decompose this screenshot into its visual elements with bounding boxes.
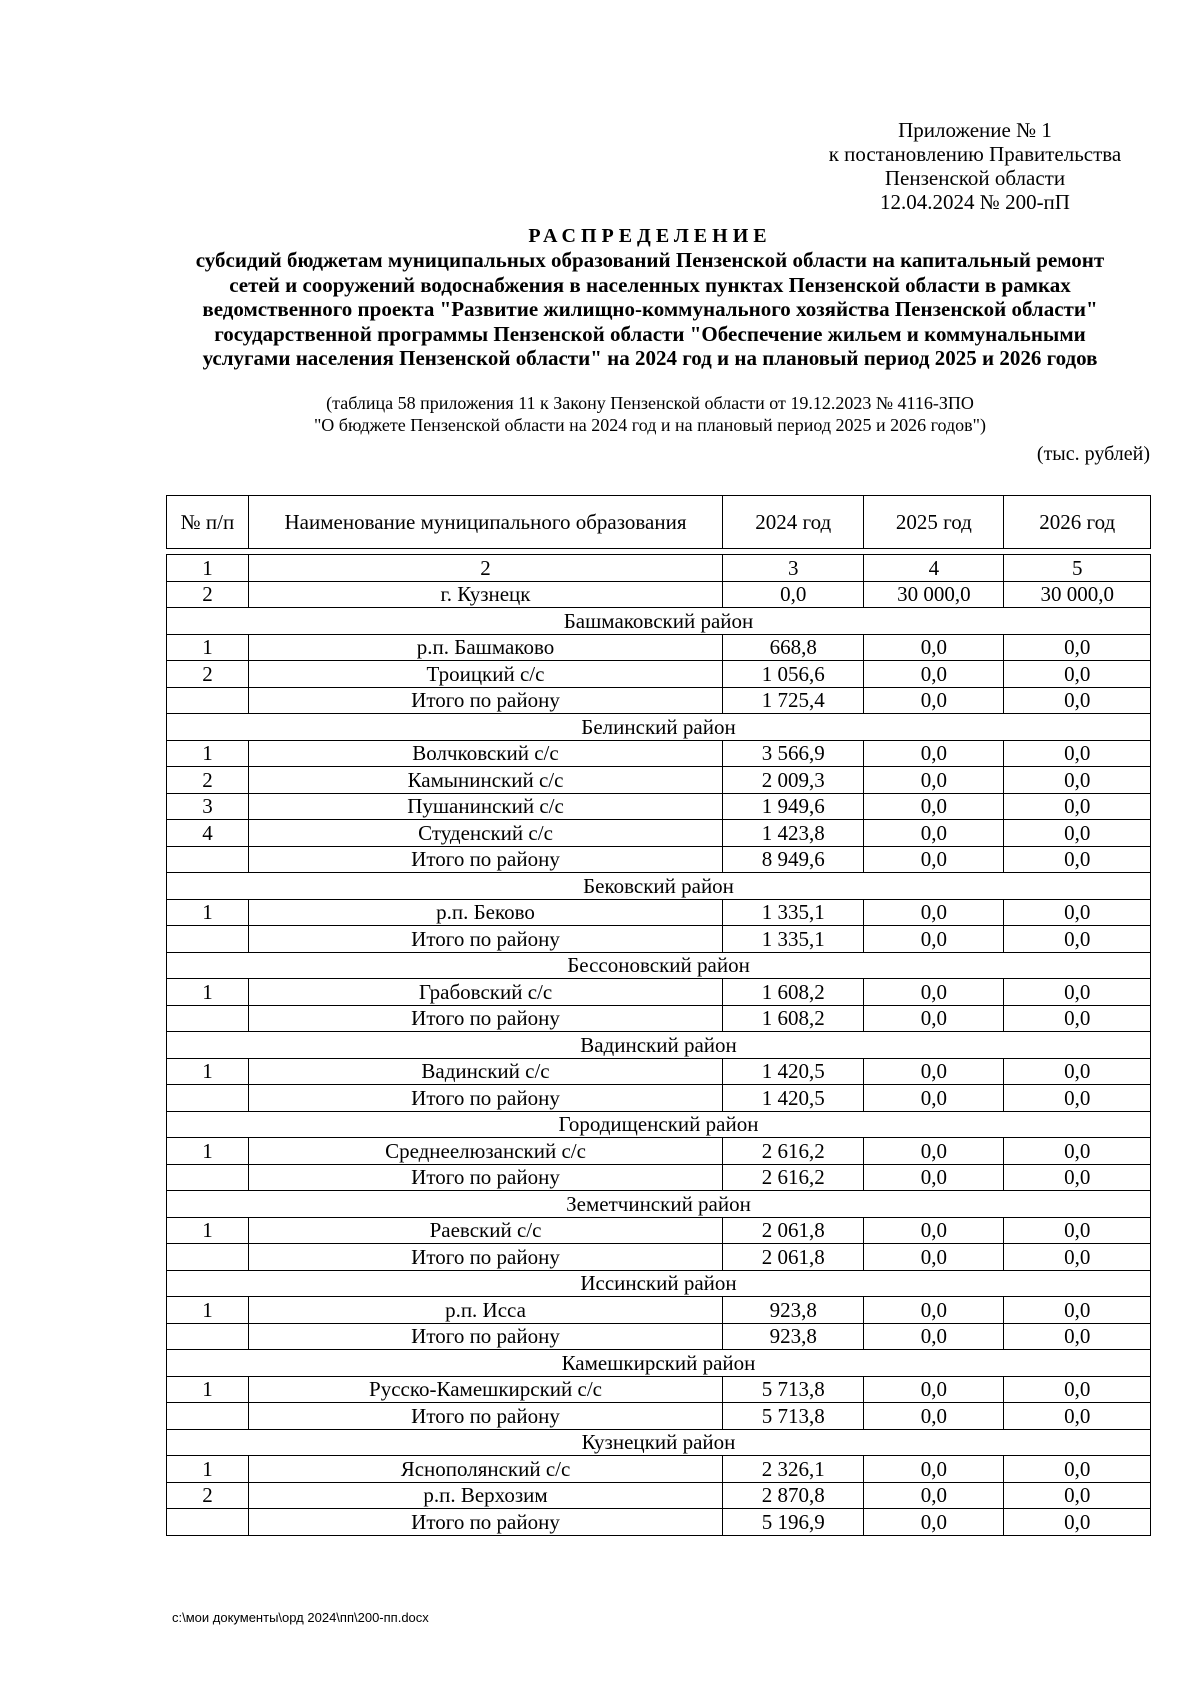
municipality-name: Итого по району	[248, 1005, 722, 1032]
table-row	[167, 979, 1151, 1006]
district-header-row	[167, 714, 1151, 741]
municipality-name: Камынинский с/с	[248, 767, 722, 794]
district-header-row	[167, 1191, 1151, 1218]
municipality-name: Итого по району	[248, 1403, 722, 1430]
district-total-row	[167, 846, 1151, 873]
title-heading: РАСПРЕДЕЛЕНИЕ	[528, 225, 772, 247]
amount-2024: 2 616,2	[723, 1164, 864, 1191]
amount-2026: 0,0	[1004, 1509, 1151, 1536]
municipality-name: Итого по району	[248, 1323, 722, 1350]
municipality-name: р.п. Исса	[248, 1297, 722, 1324]
amount-2024: 2 326,1	[723, 1456, 864, 1483]
amount-2024: 1 608,2	[723, 1005, 864, 1032]
amount-2024: 2 616,2	[723, 1138, 864, 1165]
row-number: 2	[167, 661, 249, 688]
amount-2026: 0,0	[1004, 687, 1151, 714]
district-total-row	[167, 1164, 1151, 1191]
municipality-name: Русско-Камешкирский с/с	[248, 1376, 722, 1403]
amount-2026: 0,0	[1004, 820, 1151, 847]
amount-2025: 0,0	[864, 793, 1004, 820]
amount-2026: 0,0	[1004, 1456, 1151, 1483]
amount-2025: 0,0	[864, 1164, 1004, 1191]
municipality-name: Студенский с/с	[248, 820, 722, 847]
district-name: Башмаковский район	[167, 608, 1151, 635]
district-header-row	[167, 1270, 1151, 1297]
district-name: Вадинский район	[167, 1032, 1151, 1059]
source-line-2: "О бюджете Пензенской области на 2024 год и на плановый период 2025 и 2026 годов")	[313, 415, 987, 435]
table-row	[167, 1297, 1151, 1324]
amount-2025: 0,0	[864, 687, 1004, 714]
row-number	[167, 926, 249, 953]
amount-2026: 0,0	[1004, 1482, 1151, 1509]
district-total-row	[167, 1005, 1151, 1032]
district-name: Кузнецкий район	[167, 1429, 1151, 1456]
table-row	[167, 661, 1151, 688]
title-line: субсидий бюджетам муниципальных образований Пензенской области на капитальный ремонт	[195, 248, 1105, 272]
municipality-name: г. Кузнецк	[248, 581, 722, 608]
row-number: 4	[167, 820, 249, 847]
amount-2025: 0,0	[864, 1138, 1004, 1165]
row-number: 1	[167, 740, 249, 767]
amount-2025: 30 000,0	[864, 581, 1004, 608]
municipality-name: р.п. Верхозим	[248, 1482, 722, 1509]
amount-2025: 0,0	[864, 1058, 1004, 1085]
amount-2025: 0,0	[864, 820, 1004, 847]
units-label: (тыс. рублей)	[1036, 443, 1150, 465]
amount-2025: 0,0	[864, 661, 1004, 688]
row-number: 1	[167, 1456, 249, 1483]
row-number	[167, 687, 249, 714]
amount-2025: 0,0	[864, 1005, 1004, 1032]
distribution-table	[166, 495, 1151, 1536]
amount-2025: 0,0	[864, 1085, 1004, 1112]
amount-2025: 0,0	[864, 846, 1004, 873]
header-2026: 2026 год	[1004, 496, 1151, 549]
amount-2024: 668,8	[723, 634, 864, 661]
amount-2025: 0,0	[864, 1482, 1004, 1509]
amount-2026: 0,0	[1004, 1164, 1151, 1191]
amount-2024: 2 061,8	[723, 1244, 864, 1271]
district-total-row	[167, 1323, 1151, 1350]
table-row	[167, 1058, 1151, 1085]
table-row	[167, 740, 1151, 767]
amount-2026: 0,0	[1004, 661, 1151, 688]
row-number: 2	[167, 767, 249, 794]
amount-2026: 0,0	[1004, 793, 1151, 820]
municipality-name: Пушанинский с/с	[248, 793, 722, 820]
title-line: ведомственного проекта "Развитие жилищно-коммунального хозяйства Пензенской области"	[202, 297, 1098, 321]
amount-2026: 0,0	[1004, 767, 1151, 794]
amount-2026: 0,0	[1004, 846, 1151, 873]
title-line: услугами населения Пензенской области" на 2024 год и на плановый период 2025 и 2026 годов	[202, 346, 1098, 370]
title-line: государственной программы Пензенской области "Обеспечение жильем и коммунальными	[214, 321, 1086, 346]
amount-2026: 0,0	[1004, 926, 1151, 953]
header-name: Наименование муниципального образования	[248, 496, 722, 549]
row-number	[167, 1403, 249, 1430]
amount-2024: 5 196,9	[723, 1509, 864, 1536]
district-total-row	[167, 1509, 1151, 1536]
district-name: Городищенский район	[167, 1111, 1151, 1138]
amount-2024: 1 725,4	[723, 687, 864, 714]
amount-2025: 0,0	[864, 740, 1004, 767]
amount-2026: 0,0	[1004, 899, 1151, 926]
amount-2026: 0,0	[1004, 1217, 1151, 1244]
amount-2026: 0,0	[1004, 979, 1151, 1006]
row-number: 1	[167, 979, 249, 1006]
amount-2026: 0,0	[1004, 1138, 1151, 1165]
district-total-row	[167, 1244, 1151, 1271]
district-total-row	[167, 926, 1151, 953]
district-header-row	[167, 1350, 1151, 1377]
amount-2026: 0,0	[1004, 1058, 1151, 1085]
appendix-region: Пензенской области	[884, 166, 1066, 190]
municipality-name: р.п. Башмаково	[248, 634, 722, 661]
table-row	[167, 1217, 1151, 1244]
amount-2025: 0,0	[864, 1217, 1004, 1244]
amount-2024: 1 420,5	[723, 1085, 864, 1112]
appendix-block	[810, 118, 1140, 214]
column-number: 4	[864, 555, 1004, 582]
row-number: 1	[167, 899, 249, 926]
row-number	[167, 1164, 249, 1191]
district-name: Белинский район	[167, 714, 1151, 741]
district-header-row	[167, 873, 1151, 900]
municipality-name: Итого по району	[248, 926, 722, 953]
column-number: 1	[167, 555, 249, 582]
municipality-name: Грабовский с/с	[248, 979, 722, 1006]
district-header-row	[167, 952, 1151, 979]
row-number	[167, 1005, 249, 1032]
municipality-name: Вадинский с/с	[248, 1058, 722, 1085]
source-reference	[150, 392, 1150, 436]
amount-2024: 1 423,8	[723, 820, 864, 847]
district-name: Земетчинский район	[167, 1191, 1151, 1218]
amount-2024: 5 713,8	[723, 1403, 864, 1430]
municipality-name: Итого по району	[248, 1509, 722, 1536]
municipality-name: Среднеелюзанский с/с	[248, 1138, 722, 1165]
amount-2024: 1 335,1	[723, 926, 864, 953]
column-number: 3	[723, 555, 864, 582]
municipality-name: Итого по району	[248, 846, 722, 873]
amount-2024: 2 870,8	[723, 1482, 864, 1509]
row-number: 1	[167, 1217, 249, 1244]
amount-2024: 2 009,3	[723, 767, 864, 794]
row-number	[167, 846, 249, 873]
district-name: Бековский район	[167, 873, 1151, 900]
column-number-row	[167, 555, 1151, 582]
district-name: Бессоновский район	[167, 952, 1151, 979]
amount-2025: 0,0	[864, 1244, 1004, 1271]
table-row	[167, 1376, 1151, 1403]
amount-2025: 0,0	[864, 1509, 1004, 1536]
amount-2024: 1 608,2	[723, 979, 864, 1006]
table-row	[167, 1138, 1151, 1165]
table-row	[167, 820, 1151, 847]
amount-2024: 1 056,6	[723, 661, 864, 688]
appendix-number: Приложение № 1	[898, 118, 1052, 142]
amount-2024: 1 949,6	[723, 793, 864, 820]
amount-2026: 0,0	[1004, 1297, 1151, 1324]
district-total-row	[167, 1085, 1151, 1112]
row-number	[167, 1509, 249, 1536]
amount-2025: 0,0	[864, 926, 1004, 953]
amount-2024: 923,8	[723, 1297, 864, 1324]
amount-2026: 0,0	[1004, 1005, 1151, 1032]
amount-2024: 923,8	[723, 1323, 864, 1350]
amount-2024: 0,0	[723, 581, 864, 608]
table-row	[167, 1482, 1151, 1509]
district-header-row	[167, 1111, 1151, 1138]
source-line-1: (таблица 58 приложения 11 к Закону Пензенской области от 19.12.2023 № 4116-ЗПО	[326, 393, 974, 413]
municipality-name: Итого по району	[248, 687, 722, 714]
amount-2026: 0,0	[1004, 740, 1151, 767]
row-number: 1	[167, 1297, 249, 1324]
row-number: 1	[167, 634, 249, 661]
row-number: 2	[167, 1482, 249, 1509]
table-row	[167, 1456, 1151, 1483]
header-2025: 2025 год	[864, 496, 1004, 549]
amount-2024: 5 713,8	[723, 1376, 864, 1403]
amount-2026: 0,0	[1004, 1376, 1151, 1403]
district-header-row	[167, 608, 1151, 635]
municipality-name: Итого по району	[248, 1085, 722, 1112]
row-number	[167, 1085, 249, 1112]
municipality-name: Итого по району	[248, 1164, 722, 1191]
amount-2025: 0,0	[864, 1376, 1004, 1403]
column-number: 5	[1004, 555, 1151, 582]
document-title	[150, 224, 1150, 371]
amount-2024: 1 420,5	[723, 1058, 864, 1085]
header-number: № п/п	[167, 496, 249, 549]
title-line: сетей и сооружений водоснабжения в населенных пунктах Пензенской области в рамках	[229, 272, 1071, 297]
amount-2025: 0,0	[864, 979, 1004, 1006]
municipality-name: Волчковский с/с	[248, 740, 722, 767]
municipality-name: Троицкий с/с	[248, 661, 722, 688]
amount-2025: 0,0	[864, 767, 1004, 794]
table-row	[167, 767, 1151, 794]
amount-2024: 1 335,1	[723, 899, 864, 926]
amount-2024: 8 949,6	[723, 846, 864, 873]
amount-2026: 0,0	[1004, 1085, 1151, 1112]
municipality-name: Итого по району	[248, 1244, 722, 1271]
header-2024: 2024 год	[723, 496, 864, 549]
municipality-name: Раевский с/с	[248, 1217, 722, 1244]
table-row	[167, 634, 1151, 661]
amount-2026: 30 000,0	[1004, 581, 1151, 608]
amount-2024: 2 061,8	[723, 1217, 864, 1244]
amount-2026: 0,0	[1004, 1403, 1151, 1430]
table-row	[167, 899, 1151, 926]
district-total-row	[167, 687, 1151, 714]
table-row	[167, 793, 1151, 820]
table-header-row	[167, 496, 1151, 549]
column-number: 2	[248, 555, 722, 582]
district-name: Камешкирский район	[167, 1350, 1151, 1377]
amount-2024: 3 566,9	[723, 740, 864, 767]
amount-2025: 0,0	[864, 1323, 1004, 1350]
row-number: 3	[167, 793, 249, 820]
row-number	[167, 1244, 249, 1271]
amount-2025: 0,0	[864, 1297, 1004, 1324]
district-header-row	[167, 1032, 1151, 1059]
row-number: 1	[167, 1138, 249, 1165]
amount-2025: 0,0	[864, 634, 1004, 661]
municipality-name: Яснополянский с/с	[248, 1456, 722, 1483]
amount-2025: 0,0	[864, 1403, 1004, 1430]
file-path-footer: c:\мои документы\орд 2024\пп\200-пп.docx	[172, 1610, 429, 1625]
appendix-date: 12.04.2024 № 200-пП	[880, 190, 1070, 214]
row-number: 2	[167, 581, 249, 608]
amount-2025: 0,0	[864, 1456, 1004, 1483]
district-name: Иссинский район	[167, 1270, 1151, 1297]
table-row	[167, 581, 1151, 608]
district-total-row	[167, 1403, 1151, 1430]
row-number: 1	[167, 1058, 249, 1085]
municipality-name: р.п. Беково	[248, 899, 722, 926]
row-number	[167, 1323, 249, 1350]
row-number: 1	[167, 1376, 249, 1403]
district-header-row	[167, 1429, 1151, 1456]
amount-2025: 0,0	[864, 899, 1004, 926]
amount-2026: 0,0	[1004, 634, 1151, 661]
appendix-reference: к постановлению Правительства	[828, 142, 1122, 166]
amount-2026: 0,0	[1004, 1323, 1151, 1350]
amount-2026: 0,0	[1004, 1244, 1151, 1271]
